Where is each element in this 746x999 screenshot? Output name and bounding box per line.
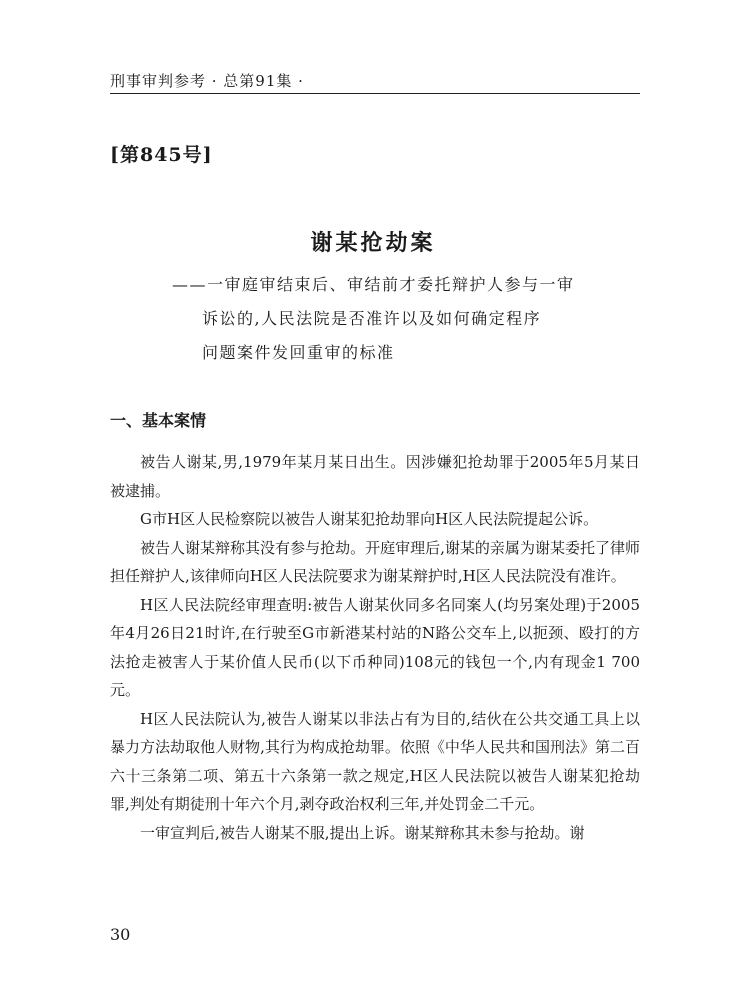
subtitle-line-1: ——一审庭审结束后、审结前才委托辩护人参与一审 (172, 275, 575, 294)
paragraph: 被告人谢某,男,1979年某月某日出生。因涉嫌犯抢劫罪于2005年5月某日被逮捕。 (110, 453, 640, 500)
paragraph: G市H区人民检察院以被告人谢某犯抢劫罪向H区人民法院提起公诉。 (140, 510, 599, 528)
header-rule (110, 93, 640, 94)
paragraph: H区人民法院认为,被告人谢某以非法占有为目的,结伙在公共交通工具上以暴力方法劫取他人财物,其行为构成抢劫罪。依照《中华人民共和国刑法》第二百六十三条第二项、第五十六条第一款之规定,H区人民法院以被告人谢某犯抢劫罪,判处有期徒刑十年六个月,剥夺政治权利三年,并处罚金二千元。 (110, 709, 640, 813)
page-number: 30 (110, 925, 131, 944)
section-heading: 一、基本案情 (110, 411, 207, 430)
subtitle-line-3: 问题案件发回重审的标准 (202, 343, 395, 362)
paragraph: 一审宣判后,被告人谢某不服,提出上诉。谢某辩称其未参与抢劫。谢 (140, 823, 585, 842)
running-header: 刑事审判参考 · 总第91集 · (110, 72, 304, 90)
body-text (110, 448, 640, 847)
paragraph: 被告人谢某辩称其没有参与抢劫。开庭审理后,谢某的亲属为谢某委托了律师担任辩护人,该律师向H区人民法院要求为谢某辩护时,H区人民法院没有准许。 (110, 538, 640, 585)
subtitle-line-2: 诉讼的,人民法院是否准许以及如何确定程序 (202, 309, 542, 328)
paragraph: H区人民法院经审理查明:被告人谢某伙同多名同案人(均另案处理)于2005年4月26日21时许,在行驶至G市新港某村站的N路公交车上,以扼颈、殴打的方法抢走被害人于某价值人民币(以下币种同)108元的钱包一个,内有现金1 700元。 (110, 595, 640, 699)
case-number: [第845号] (110, 144, 213, 166)
case-title: 谢某抢劫案 (310, 230, 436, 256)
